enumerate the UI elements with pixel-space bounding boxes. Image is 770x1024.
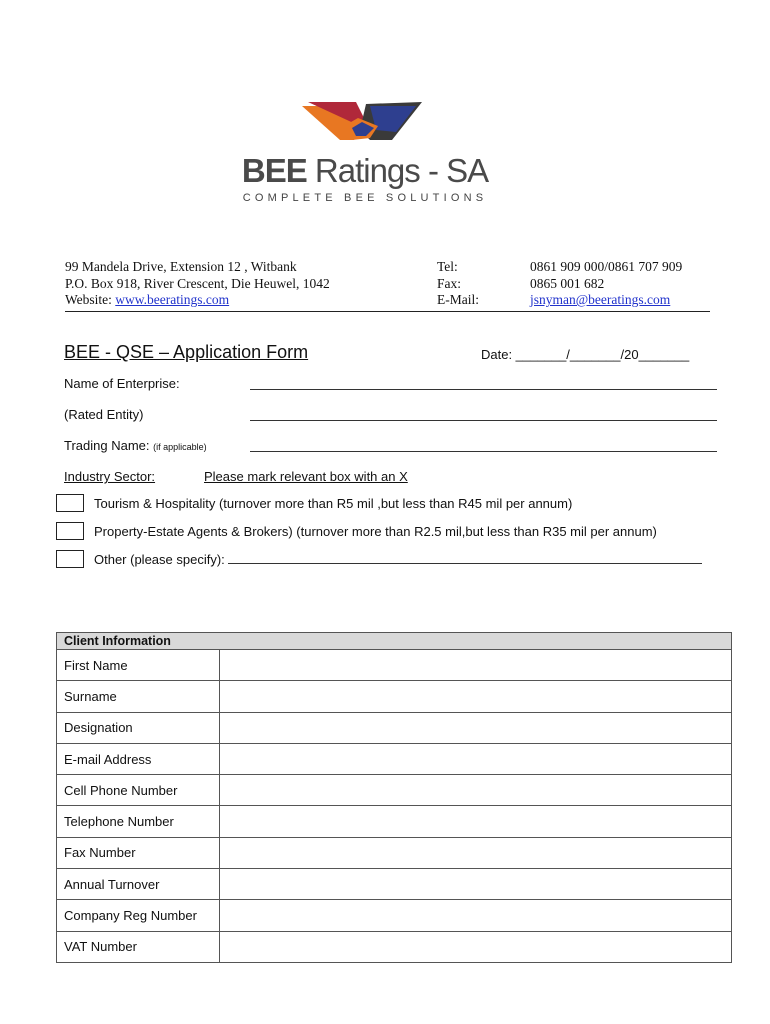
table-row	[57, 681, 732, 712]
annual-turnover-cell[interactable]	[220, 869, 732, 900]
fax-label: Fax:	[437, 275, 462, 291]
brand-name: BEE Ratings - SA	[241, 152, 489, 189]
fax-value: 0865 001 682	[530, 275, 605, 291]
table-row	[57, 837, 732, 868]
divider	[65, 311, 710, 312]
address-block	[65, 259, 330, 309]
client-information-header: Client Information	[57, 633, 732, 650]
row-label: Annual Turnover	[57, 869, 220, 900]
industry-instruction: Please mark relevant box with an X	[204, 469, 408, 484]
table-row	[57, 775, 732, 806]
cell-phone-cell[interactable]	[220, 775, 732, 806]
industry-sector-label: Industry Sector:	[64, 469, 156, 484]
row-label: E-mail Address	[57, 743, 220, 774]
row-label: Telephone Number	[57, 806, 220, 837]
email-address-cell[interactable]	[220, 743, 732, 774]
contact-values	[530, 259, 682, 309]
rated-entity-input-line[interactable]	[250, 419, 717, 421]
email-label: E-Mail:	[437, 292, 479, 307]
enterprise-label: Name of Enterprise:	[64, 376, 180, 391]
handshake-logo-icon	[300, 100, 430, 148]
telephone-cell[interactable]	[220, 806, 732, 837]
row-label: Cell Phone Number	[57, 775, 220, 806]
other-checkbox[interactable]	[56, 550, 84, 568]
other-option: Other (please specify):	[94, 552, 702, 567]
date-field[interactable]: Date: _______/_______/20_______	[481, 347, 690, 362]
table-row	[57, 743, 732, 774]
email-link[interactable]: jsnyman@beeratings.com	[530, 292, 671, 307]
table-row	[57, 900, 732, 931]
form-title: BEE - QSE – Application Form	[64, 342, 309, 362]
address-line: P.O. Box 918, River Crescent, Die Heuwel, 1042	[65, 275, 330, 291]
contact-labels	[437, 259, 479, 309]
row-label: Surname	[57, 681, 220, 712]
row-label: Designation	[57, 712, 220, 743]
table-row	[57, 650, 732, 681]
client-information-table	[56, 632, 732, 963]
trading-name-label: Trading Name: (if applicable)	[64, 438, 207, 453]
table-row	[57, 931, 732, 962]
property-option-label: Property-Estate Agents & Brokers) (turnover more than R2.5 mil,but less than R35 mil per annum)	[94, 524, 657, 539]
tourism-checkbox[interactable]	[56, 494, 84, 512]
table-row	[57, 869, 732, 900]
tel-value: 0861 909 000/0861 707 909	[530, 259, 683, 274]
row-label: VAT Number	[57, 931, 220, 962]
row-label: Company Reg Number	[57, 900, 220, 931]
address-line: 99 Mandela Drive, Extension 12 , Witbank	[65, 259, 297, 274]
table-row	[57, 712, 732, 743]
designation-cell[interactable]	[220, 712, 732, 743]
tourism-option-label: Tourism & Hospitality (turnover more than R5 mil ,but less than R45 mil per annum)	[94, 496, 573, 511]
website-line: Website: www.beeratings.com	[65, 292, 230, 307]
company-logo	[230, 100, 530, 210]
company-reg-cell[interactable]	[220, 900, 732, 931]
property-checkbox[interactable]	[56, 522, 84, 540]
surname-cell[interactable]	[220, 681, 732, 712]
row-label: First Name	[57, 650, 220, 681]
table-row	[57, 806, 732, 837]
enterprise-input-line[interactable]	[250, 388, 717, 390]
tel-label: Tel:	[437, 259, 458, 274]
brand-tagline: COMPLETE BEE SOLUTIONS	[242, 192, 488, 204]
other-specify-input-line[interactable]	[228, 553, 702, 564]
first-name-cell[interactable]	[220, 650, 732, 681]
row-label: Fax Number	[57, 837, 220, 868]
rated-entity-label: (Rated Entity)	[64, 407, 144, 422]
fax-number-cell[interactable]	[220, 837, 732, 868]
vat-number-cell[interactable]	[220, 931, 732, 962]
trading-name-input-line[interactable]	[250, 450, 717, 452]
website-link[interactable]: www.beeratings.com	[115, 292, 230, 307]
